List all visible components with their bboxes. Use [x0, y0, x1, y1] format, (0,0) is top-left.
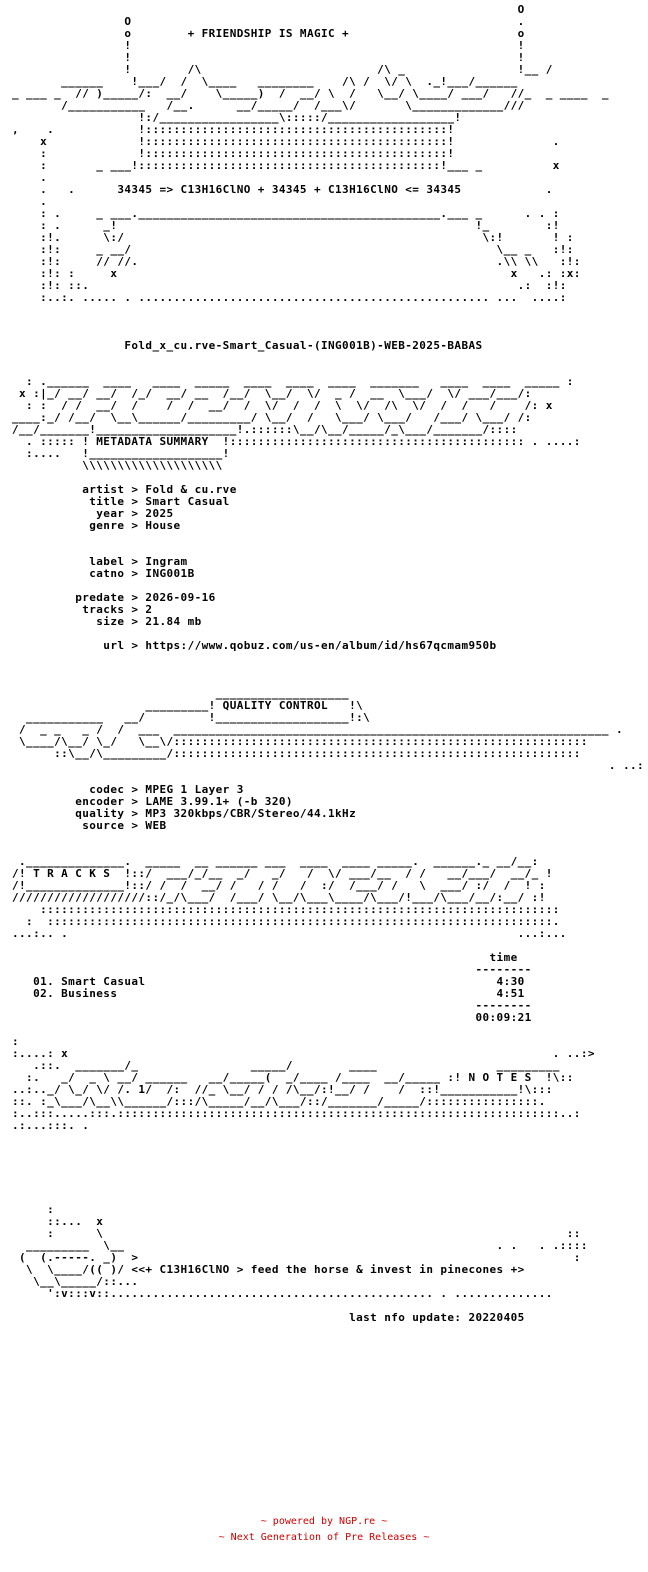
tracks-list: 01. Smart Casual 4:30 02. Business 4:51	[33, 975, 525, 1000]
metadata-fields: artist > Fold & cu.rve title > Smart Casual year > 2025 genre > House label > Ingram catno > ING001B predate > 2026-09-16 tracks > 2 size > 21.84 mb url > https://www.qobuz.com/us-en/album/id/hs67qcmam950b	[75, 483, 497, 652]
tracks-time-label: time --------	[475, 951, 532, 976]
footer-powered-by	[0, 1514, 648, 1530]
quality-control-banner: ___________________ _________! QUALITY CONTROL !\ ___________ __/ !___________________!:\ / _ _ _ / / ___ ______________________________________________________________ . \____/\__/ \_/ \__\/::::::::::::::::::::::::::::::::::::::::::::::::::::::::::: ::\__/\_________/:::::::::::::::::::::::::::::::::::::::::::::::::::::::::: . ..:	[19, 687, 645, 772]
nfo-document	[12, 3, 645, 1324]
footer-prefix: ~ powered by	[260, 1516, 340, 1527]
last-update: last nfo update: 20220405	[12, 1311, 525, 1324]
notes-banner: : :....: x . ..:> .::. _______/_ _____/ ____ _________ :. _/ _ \ __/ ______ __/_____( _/____ /____ __/_____ :! N O T E S !\:: ..:.._/ \_/ \/ /. 1/ /: //_ \__/ / / /\__/:!__/ / / ::!___________!\::: ::. :_\___/\__\\______/:::/\_____/__/\___/::/_______/_____/::::::::::::::::. :..:::.....:::.:::::::::::::::::::::::::::::::::::::::::::::::::::::::::::::::..: .:...:::. .	[12, 1035, 595, 1132]
footer-tagline: ~ Next Generation of Pre Releases ~	[218, 1532, 430, 1543]
tracks-total: -------- 00:09:21	[475, 999, 532, 1024]
footer-suffix: ~	[375, 1516, 388, 1527]
quality-fields: codec > MPEG 1 Layer 3 encoder > LAME 3.99.1+ (-b 320) quality > MP3 320kbps/CBR/Stereo/44.1kHz source > WEB	[75, 783, 357, 832]
tracks-banner: .______________. _____ __ ______ ___ ____ ____ _____. ______._ __/__: /! T R A C K S !::/ ___/_/__ _/ _/ / \/ ___/__ / / __/___/ __/_ ! /!______________!::/ / / __/ / / / / :/ /___/ / \ ___/ :/ / ! : ///////////////////::/_/\___/ /___/ \__/\___\____/\___/!___/\___/__/:__/ :! :::::::::::::::::::::::::::::::::::::::::::::::::::::::::::::::::::::::::: : ::::::::::::::::::::::::::::::::::::::::::::::::::::::::::::::::::::::::. ...:.. . ...:...	[12, 855, 567, 940]
ngp-link[interactable]: NGP.re	[339, 1516, 376, 1527]
footer	[0, 1514, 648, 1546]
signature-art: : ::... x : \ :: _________ \__ . . . .:::: ( (.-----. _) > : \ \____/(( )/ <<+ C13H16ClNO > feed the horse & invest in pinecones +> \__\_____/::... ':v:::v::.............................................. . ..............	[19, 1203, 588, 1300]
metadata-summary-banner: : .______ ____ ____ _____ ____ ____ ____ _______ ____ ____ _____ : x :|_/ __/ __/ /_/ __/ __ /__/ \__/ \/ _ / __ \___/ \/ ___/___/: : : / / __/ / / / __/ / \/ / / \ \/ /\ \/ / / / /: x ____:_/ /__/ \__\______/_________/ \__/ / \___/ \___/ /___/ \___/ /: /__/_______!____________________!.::::::\__/\__/_____/_\___/_______/:::: . ::::: ! METADATA SUMMARY !:::::::::::::::::::::::::::::::::::::::::: . ....: :.... !___________________! \\\\\\\\\\\\\\\\\\\\	[12, 375, 581, 472]
release-name: Fold_x_cu.rve-Smart_Casual-(ING001B)-WEB-2025-BABAS	[12, 339, 483, 352]
header-ascii-art: O O . o + FRIENDSHIP IS MAGIC + o ! ! ! ! ! /\ /\ _ !__ / ______ !___/ / \____ ________ /\ / \/ \ ._!___/______ _ ___ _ // )_____/: __/ \_____) / __/ \ / \__/ \____/ ___/ //_ _ ____ _ /___________ /__. __/_____/ /___\/ \_____________/// !:/_________________\:::::/__________________! , . !:::::::::::::::::::::::::::::::::::::::::::! x !:::::::::::::::::::::::::::::::::::::::::::! . : !:::::::::::::::::::::::::::::::::::::::::::! : _ ___!:::::::::::::::::::::::::::::::::::::::::::!___ _ x . . . 34345 => C13H16ClNO + 34345 + C13H16ClNO <= 34345 . . : . _ ___.___________________________________________.___ _ . . : : . _! !_ :! :!. \:/ \:! ! : :!: _ __/ \__ _ :!: :!: // //. .\\ \\ :!: :!: : x x .: :x: :!: ::. .: :!: :..:. ..... . .................................................. ... ....:	[12, 3, 609, 304]
